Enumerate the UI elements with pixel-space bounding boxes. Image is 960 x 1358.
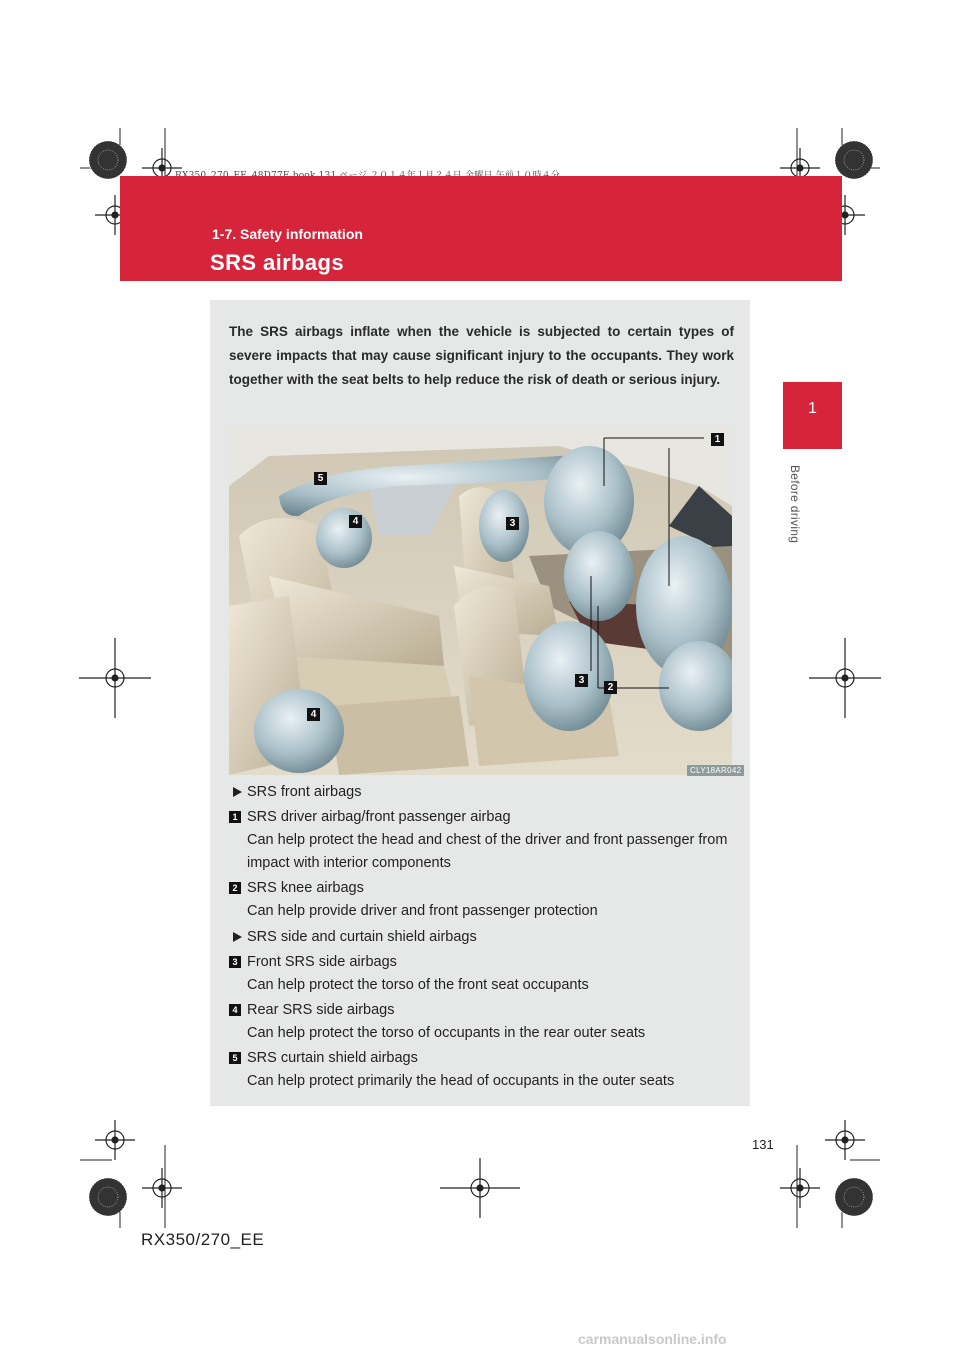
list-item-title: Front SRS side airbags: [247, 954, 397, 970]
model-footer: RX350/270_EE: [141, 1230, 265, 1249]
page-title: SRS airbags: [210, 250, 345, 275]
item-number-badge: 4: [229, 1004, 241, 1016]
marker-3-lower: 3: [575, 674, 588, 687]
list-item-3: [229, 951, 739, 997]
list-item-4: [229, 999, 739, 1045]
figure-code: CLY18AR042: [687, 765, 744, 776]
list-item-5: [229, 1047, 739, 1093]
marker-2: 2: [604, 681, 617, 694]
list-item-description: Can help protect primarily the head of occupants in the outer seats: [247, 1073, 675, 1089]
intro-paragraph: The SRS airbags inflate when the vehicle is subjected to certain types of severe impacts that may cause significant injury to the occupants. They work together with the seat belts to help reduce the risk of death or serious injury.: [229, 324, 734, 387]
list-item-description: Can help protect the torso of the front seat occupants: [247, 977, 589, 993]
airbag-illustration: [229, 426, 732, 775]
airbag-illustration-art: [229, 426, 732, 775]
list-heading-text: SRS front airbags: [247, 784, 362, 800]
marker-4-lower: 4: [307, 708, 320, 721]
list-item-2: [229, 877, 739, 923]
list-heading-front-airbags: [229, 781, 739, 804]
list-heading-text: SRS side and curtain shield airbags: [247, 929, 477, 945]
watermark-link[interactable]: carmanualsonline.info: [578, 1331, 727, 1347]
triangle-bullet-icon: [233, 932, 242, 942]
item-number-badge: 3: [229, 956, 241, 968]
list-item-title: SRS curtain shield airbags: [247, 1050, 418, 1066]
section-label: 1-7. Safety information: [212, 226, 363, 242]
marker-4-upper: 4: [349, 515, 362, 528]
list-item-description: Can help protect the torso of occupants in the rear outer seats: [247, 1025, 646, 1041]
triangle-bullet-icon: [233, 787, 242, 797]
page-number: 131: [752, 1137, 774, 1152]
item-number-badge: 1: [229, 811, 241, 823]
list-item-title: SRS knee airbags: [247, 880, 364, 896]
marker-3-upper: 3: [506, 517, 519, 530]
item-number-badge: 2: [229, 882, 241, 894]
list-heading-side-curtain-airbags: [229, 926, 739, 949]
list-item-description: Can help provide driver and front passenger protection: [247, 903, 598, 919]
item-number-badge: 5: [229, 1052, 241, 1064]
list-item-description: Can help protect the head and chest of the driver and front passenger from impact with interior components: [247, 832, 728, 871]
list-item-title: SRS driver airbag/front passenger airbag: [247, 809, 511, 825]
list-item-title: Rear SRS side airbags: [247, 1002, 395, 1018]
marker-1: 1: [711, 433, 724, 446]
chapter-number: 1: [808, 400, 817, 417]
chapter-label: Before driving: [788, 465, 802, 544]
list-item-1: [229, 806, 739, 875]
marker-5: 5: [314, 472, 327, 485]
